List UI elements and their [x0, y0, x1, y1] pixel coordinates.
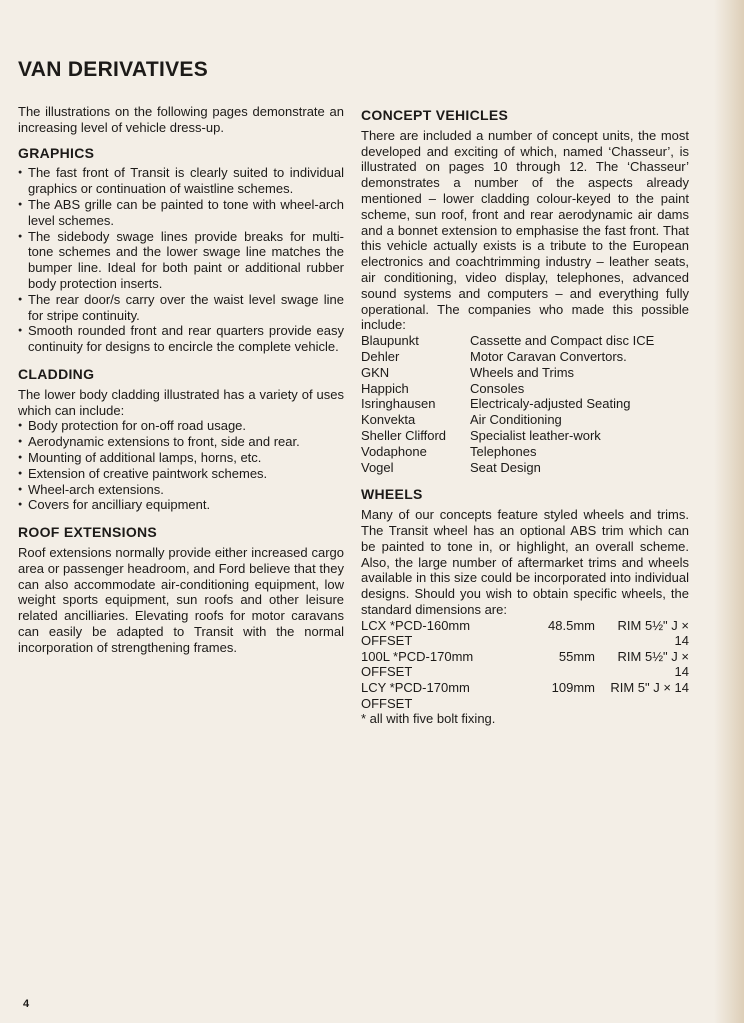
wheels-footnote: * all with five bolt fixing. [361, 711, 496, 727]
wheel-rim: RIM 5½" J × 14 [617, 617, 689, 649]
cladding-section [18, 367, 344, 513]
list-item [361, 428, 689, 444]
intro-paragraph: The illustrations on the following pages demonstrate an increasing level of vehicle dress-up. [18, 104, 344, 135]
company-name: Blaupunkt [361, 333, 419, 349]
list-item [361, 381, 689, 397]
concept-vehicles-heading: CONCEPT VEHICLES [361, 107, 509, 123]
roof-extensions-body: Roof extensions normally provide either increased cargo area or passenger headroom, and Ford believe that they can also accommodate air-conditioning equipment, low weight sports equipment, sun roofs and other leisure related ancilliaries. Elevating roofs for motor caravans can easily be adapted to Transit with the normal incorporation of strengthening frames. [18, 544, 344, 655]
wheels-heading: WHEELS [361, 486, 423, 503]
list-item: ● The rear door/s carry over the waist level swage line for stripe continuity. [18, 292, 344, 324]
graphics-heading: GRAPHICS [18, 144, 95, 161]
list-item: ● Body protection for on-off road usage. [18, 418, 344, 434]
company-name: Dehler [361, 348, 400, 364]
list-item: ● The ABS grille can be painted to tone with wheel-arch level schemes. [18, 197, 344, 229]
left-column [18, 104, 344, 668]
list-item: ● Wheel-arch extensions. [18, 482, 344, 498]
concept-vehicles-body: There are included a number of concept units, the most developed and exciting of which, named ‘Chasseur’, is illustrated on pages 10 through 12. The ‘Chasseur’ demonstrates a number of the aspects already mentioned – lower cladding colour-keyed to the paint scheme, sun roof, front and rear aerodynamic air dams and a bonnet extension to emphasise the fast front. That this vehicle actually exists is a tribute to the European electronics and coachtrimming industry – leather seats, air conditioning, video display, telephones, advanced sound systems and computers – and everything fully operational. The companies who made this possible include: [361, 127, 689, 333]
list-item [361, 365, 689, 381]
table-row [361, 649, 689, 680]
wheels-section [361, 487, 689, 727]
company-name: Sheller Clifford [361, 427, 447, 443]
page-number: 4 [23, 998, 30, 1010]
wheel-offset: 55mm [558, 648, 595, 664]
company-product: Telephones [470, 443, 537, 459]
cladding-intro: The lower body cladding illustrated has a variety of uses which can include: [18, 386, 344, 418]
table-row [361, 680, 689, 711]
list-item [361, 333, 689, 349]
company-product: Seat Design [470, 459, 541, 475]
wheel-code: 100L *PCD-170mm OFFSET [361, 648, 474, 680]
wheel-code: LCX *PCD-160mm OFFSET [361, 617, 471, 649]
page-edge-shading [714, 0, 744, 1023]
graphics-list [18, 165, 344, 355]
company-product: Specialist leather-work [470, 427, 601, 443]
table-row [361, 618, 689, 649]
list-item: ● Covers for ancilliary equipment. [18, 497, 344, 513]
company-product: Cassette and Compact disc ICE [470, 333, 655, 349]
cladding-heading: CLADDING [18, 365, 95, 382]
cladding-list [18, 418, 344, 513]
list-item: ● Extension of creative paintwork schemes. [18, 466, 344, 482]
company-name: Vodaphone [361, 443, 427, 459]
companies-list [361, 333, 689, 475]
company-product: Wheels and Trims [470, 364, 575, 380]
company-product: Electricaly-adjusted Seating [470, 396, 631, 412]
company-product: Consoles [470, 380, 525, 396]
list-item: ● The sidebody swage lines provide breaks for multi-tone schemes and the lower swage line matches the bumper line. Ideal for both paint or additional rubber body protection inserts. [18, 229, 344, 292]
company-product: Air Conditioning [470, 412, 562, 428]
wheel-rim: RIM 5½" J × 14 [617, 648, 689, 680]
wheel-offset: 109mm [551, 680, 595, 696]
list-item: ● Mounting of additional lamps, horns, etc. [18, 450, 344, 466]
list-item [361, 396, 689, 412]
list-item: ● Smooth rounded front and rear quarters provide easy continuity for designs to encircle the complete vehicle. [18, 323, 344, 355]
company-name: GKN [361, 364, 390, 380]
wheel-code: LCY *PCD-170mm OFFSET [361, 680, 470, 711]
wheel-dimensions-table [361, 618, 689, 712]
wheel-rim: RIM 5" J × 14 [610, 680, 689, 696]
concept-vehicles-section [361, 108, 689, 475]
list-item: ● Aerodynamic extensions to front, side and rear. [18, 434, 344, 450]
right-column [361, 108, 689, 739]
wheels-body: Many of our concepts feature styled wheels and trims. The Transit wheel has an optional ABS trim which can be painted to tone in, or highlight, an overall scheme. Also, the large number of aftermarket trims and wheels available in this size could be incorporated into individual designs. Should you wish to obtain specific wheels, the standard dimensions are: [361, 507, 689, 617]
page-title: VAN DERIVATIVES [18, 58, 209, 81]
company-name: Isringhausen [361, 396, 436, 412]
list-item [361, 412, 689, 428]
roof-extensions-section [18, 525, 344, 655]
list-item [361, 444, 689, 460]
roof-extensions-heading: ROOF EXTENSIONS [18, 524, 158, 541]
list-item: ● The fast front of Transit is clearly suited to individual graphics or continuation of waistline schemes. [18, 165, 344, 197]
list-item [361, 460, 689, 476]
wheel-offset: 48.5mm [548, 617, 595, 633]
company-name: Happich [361, 380, 409, 396]
company-product: Motor Caravan Convertors. [470, 348, 627, 364]
company-name: Konvekta [361, 412, 416, 428]
graphics-section [18, 146, 344, 355]
list-item [361, 349, 689, 365]
company-name: Vogel [361, 459, 394, 475]
